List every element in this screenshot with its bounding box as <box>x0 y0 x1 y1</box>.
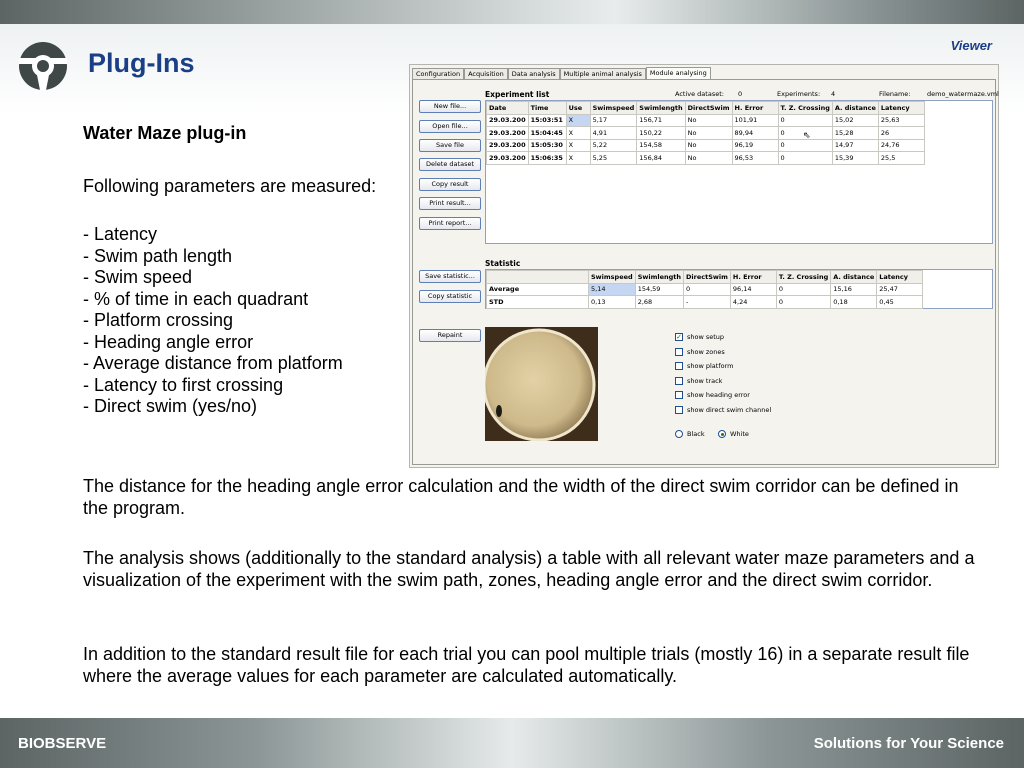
table-cell: 15,39 <box>832 152 878 165</box>
list-item: - Heading angle error <box>83 331 254 352</box>
table-cell: 0,45 <box>877 296 923 309</box>
open-file-button[interactable]: Open file... <box>419 120 481 133</box>
column-header[interactable]: Latency <box>878 102 924 115</box>
column-header[interactable]: H. Error <box>732 102 778 115</box>
table-cell: X <box>566 114 590 127</box>
show-platform-checkbox[interactable] <box>675 362 733 370</box>
table-cell: Average <box>487 283 589 296</box>
table-cell: 0 <box>778 114 832 127</box>
radio-selected-icon[interactable] <box>718 430 726 438</box>
table-row[interactable] <box>487 283 923 296</box>
column-header[interactable]: Date <box>487 102 529 115</box>
table-cell: 150,22 <box>637 127 685 140</box>
table-cell: X <box>566 152 590 165</box>
tab-acquisition[interactable]: Acquisition <box>464 68 508 80</box>
experiment-list-title: Experiment list <box>485 90 550 99</box>
table-cell: 14,97 <box>832 139 878 152</box>
table-cell: 15,02 <box>832 114 878 127</box>
footer-brand: BIOBSERVE <box>18 735 107 752</box>
show-zones-checkbox[interactable] <box>675 348 725 356</box>
table-cell: 29.03.200 <box>487 139 529 152</box>
table-cell: 0 <box>778 127 832 140</box>
subheading: Water Maze plug-in <box>83 123 247 143</box>
table-cell: No <box>685 127 732 140</box>
tab-multiple-animal-analysis[interactable]: Multiple animal analysis <box>560 68 646 80</box>
table-cell: 0 <box>776 296 830 309</box>
table-cell: 96,14 <box>730 283 776 296</box>
water-maze-pool-image <box>485 327 598 441</box>
table-cell: 15:06:35 <box>528 152 566 165</box>
column-header[interactable]: A. distance <box>832 102 878 115</box>
paragraph: The analysis shows (additionally to the standard analysis) a table with all relevant water maze parameters and a visualization of the experiment with the swim path, zones, heading angle error and the direct swim corridor. <box>83 548 975 590</box>
table-cell: 25,5 <box>878 152 924 165</box>
column-header[interactable]: DirectSwim <box>684 271 731 284</box>
checkbox-label: show zones <box>687 348 725 356</box>
black-radio[interactable] <box>675 430 705 438</box>
table-cell: 15,28 <box>832 127 878 140</box>
column-header[interactable]: T. Z. Crossing <box>776 271 830 284</box>
radio-label: White <box>730 430 749 438</box>
table-cell: 24,76 <box>878 139 924 152</box>
experiment-table[interactable] <box>485 100 993 244</box>
table-row[interactable] <box>487 152 925 165</box>
checkbox-icon[interactable] <box>675 362 683 370</box>
filename-value: demo_watermaze.vml <box>927 90 999 98</box>
column-header[interactable]: Use <box>566 102 590 115</box>
experiments-label: Experiments: <box>777 90 821 98</box>
mouse-pointer-icon: ⇖ <box>803 131 811 141</box>
table-cell: 29.03.200 <box>487 152 529 165</box>
top-bar <box>0 0 1024 24</box>
white-radio[interactable] <box>718 430 749 438</box>
print-result-button[interactable]: Print result... <box>419 197 481 210</box>
table-header-row <box>487 271 923 284</box>
list-item: - Swim path length <box>83 245 233 266</box>
show-direct-swim-channel-checkbox[interactable] <box>675 406 771 414</box>
list-item: - Latency to first crossing <box>83 374 284 395</box>
column-header[interactable]: Time <box>528 102 566 115</box>
list-item: - Swim speed <box>83 267 193 287</box>
params-intro: Following parameters are measured: <box>83 176 377 196</box>
active-dataset-value: 0 <box>738 90 743 98</box>
tab-configuration[interactable]: Configuration <box>412 68 464 80</box>
column-header[interactable]: A. distance <box>831 271 877 284</box>
viewer-label: Viewer <box>950 38 992 53</box>
show-setup-checkbox[interactable] <box>675 333 724 341</box>
column-header[interactable]: H. Error <box>730 271 776 284</box>
radio-label: Black <box>687 430 705 438</box>
table-row[interactable] <box>487 127 925 140</box>
table-cell: X <box>566 127 590 140</box>
table-row[interactable] <box>487 114 925 127</box>
table-cell: 4,91 <box>590 127 637 140</box>
table-cell: X <box>566 139 590 152</box>
copy-statistic-button[interactable]: Copy statistic <box>419 290 481 303</box>
table-cell: 15:04:45 <box>528 127 566 140</box>
table-cell: 15:03:51 <box>528 114 566 127</box>
checkbox-label: show track <box>687 377 723 385</box>
checkbox-icon[interactable] <box>675 391 683 399</box>
module-panel <box>412 79 999 465</box>
table-cell: 101,91 <box>732 114 778 127</box>
save-file-button[interactable]: Save file <box>419 139 481 152</box>
table-cell: 96,19 <box>732 139 778 152</box>
table-cell: No <box>685 139 732 152</box>
table-cell: 5,25 <box>590 152 637 165</box>
show-track-checkbox[interactable] <box>675 377 722 385</box>
table-cell: 0 <box>778 152 832 165</box>
table-cell: 0 <box>776 283 830 296</box>
column-header[interactable]: Swimspeed <box>590 102 637 115</box>
paragraph: In addition to the standard result file for each trial you can pool multiple trials (mostly 16) in a separate result file where the average values for each parameter are calculated automatically. <box>83 644 970 686</box>
table-cell: 25,63 <box>878 114 924 127</box>
active-dataset-label: Active dataset: <box>675 90 724 98</box>
tab-module-analysing[interactable]: Module analysing <box>646 67 711 80</box>
table-cell: 156,84 <box>637 152 685 165</box>
table-cell: 154,58 <box>637 139 685 152</box>
table-cell: 15,16 <box>831 283 877 296</box>
table-cell: 4,24 <box>730 296 776 309</box>
column-header[interactable]: DirectSwim <box>685 102 732 115</box>
show-heading-error-checkbox[interactable] <box>675 391 750 399</box>
table-cell: STD <box>487 296 589 309</box>
checkbox-checked-icon[interactable]: ✓ <box>676 333 682 341</box>
table-cell: 0 <box>684 283 731 296</box>
tab-data-analysis[interactable]: Data analysis <box>508 68 560 80</box>
column-header[interactable]: Swimspeed <box>589 271 636 284</box>
save-statistic-button[interactable]: Save statistic... <box>419 270 481 283</box>
checkbox-icon[interactable] <box>675 377 683 385</box>
list-item: - Average distance from platform <box>83 353 343 373</box>
checkbox-label: show heading error <box>687 391 750 399</box>
repaint-button[interactable]: Repaint <box>419 329 481 342</box>
column-header <box>487 271 589 284</box>
copy-result-button[interactable]: Copy result <box>419 178 481 191</box>
table-cell: - <box>684 296 731 309</box>
table-cell: 154,59 <box>635 283 683 296</box>
table-cell: 0,13 <box>589 296 636 309</box>
column-header[interactable]: Latency <box>877 271 923 284</box>
experiments-value: 4 <box>831 90 836 98</box>
table-cell: 26 <box>878 127 924 140</box>
statistic-title: Statistic <box>485 259 521 268</box>
column-header[interactable]: Swimlength <box>637 102 685 115</box>
table-row[interactable] <box>487 139 925 152</box>
table-cell: 2,68 <box>635 296 683 309</box>
list-item: - % of time in each quadrant <box>83 288 309 309</box>
table-cell: No <box>685 114 732 127</box>
page-title: Plug-Ins <box>88 48 195 78</box>
list-item: - Latency <box>83 224 158 244</box>
column-header[interactable]: Swimlength <box>635 271 683 284</box>
table-cell: 29.03.200 <box>487 114 529 127</box>
checkbox-label: show direct swim channel <box>687 406 772 414</box>
column-header[interactable]: T. Z. Crossing <box>778 102 832 115</box>
paragraph: The distance for the heading angle error calculation and the width of the direct swim corridor can be defined in the program. <box>83 476 959 518</box>
radio-icon[interactable] <box>675 430 683 438</box>
table-cell: 5,17 <box>590 114 637 127</box>
delete-dataset-button[interactable]: Delete dataset <box>419 158 481 171</box>
table-cell: 0 <box>778 139 832 152</box>
statistic-table[interactable] <box>485 269 993 309</box>
table-cell: 29.03.200 <box>487 127 529 140</box>
water-maze-video-frame <box>485 327 598 441</box>
biobserve-logo-icon <box>16 40 70 92</box>
list-item: - Direct swim (yes/no) <box>83 396 258 416</box>
table-cell: 89,94 <box>732 127 778 140</box>
checkbox-label: show setup <box>687 333 725 341</box>
filename-label: Filename: <box>879 90 911 98</box>
new-file-button[interactable]: New file... <box>419 100 481 113</box>
table-cell: 5,14 <box>589 283 636 296</box>
parameter-list <box>83 224 343 418</box>
table-cell: 15:05:30 <box>528 139 566 152</box>
checkbox-icon[interactable] <box>675 406 683 414</box>
table-header-row <box>487 102 925 115</box>
list-item: - Platform crossing <box>83 310 234 330</box>
checkbox-icon[interactable] <box>675 348 683 356</box>
table-cell: 5,22 <box>590 139 637 152</box>
table-row[interactable] <box>487 296 923 309</box>
checkbox-label: show platform <box>687 362 734 370</box>
app-window <box>409 64 999 468</box>
table-cell: 25,47 <box>877 283 923 296</box>
table-cell: No <box>685 152 732 165</box>
table-cell: 0,18 <box>831 296 877 309</box>
footer-tagline: Solutions for Your Science <box>813 735 1004 752</box>
table-cell: 156,71 <box>637 114 685 127</box>
print-report-button[interactable]: Print report... <box>419 217 481 230</box>
table-cell: 96,53 <box>732 152 778 165</box>
